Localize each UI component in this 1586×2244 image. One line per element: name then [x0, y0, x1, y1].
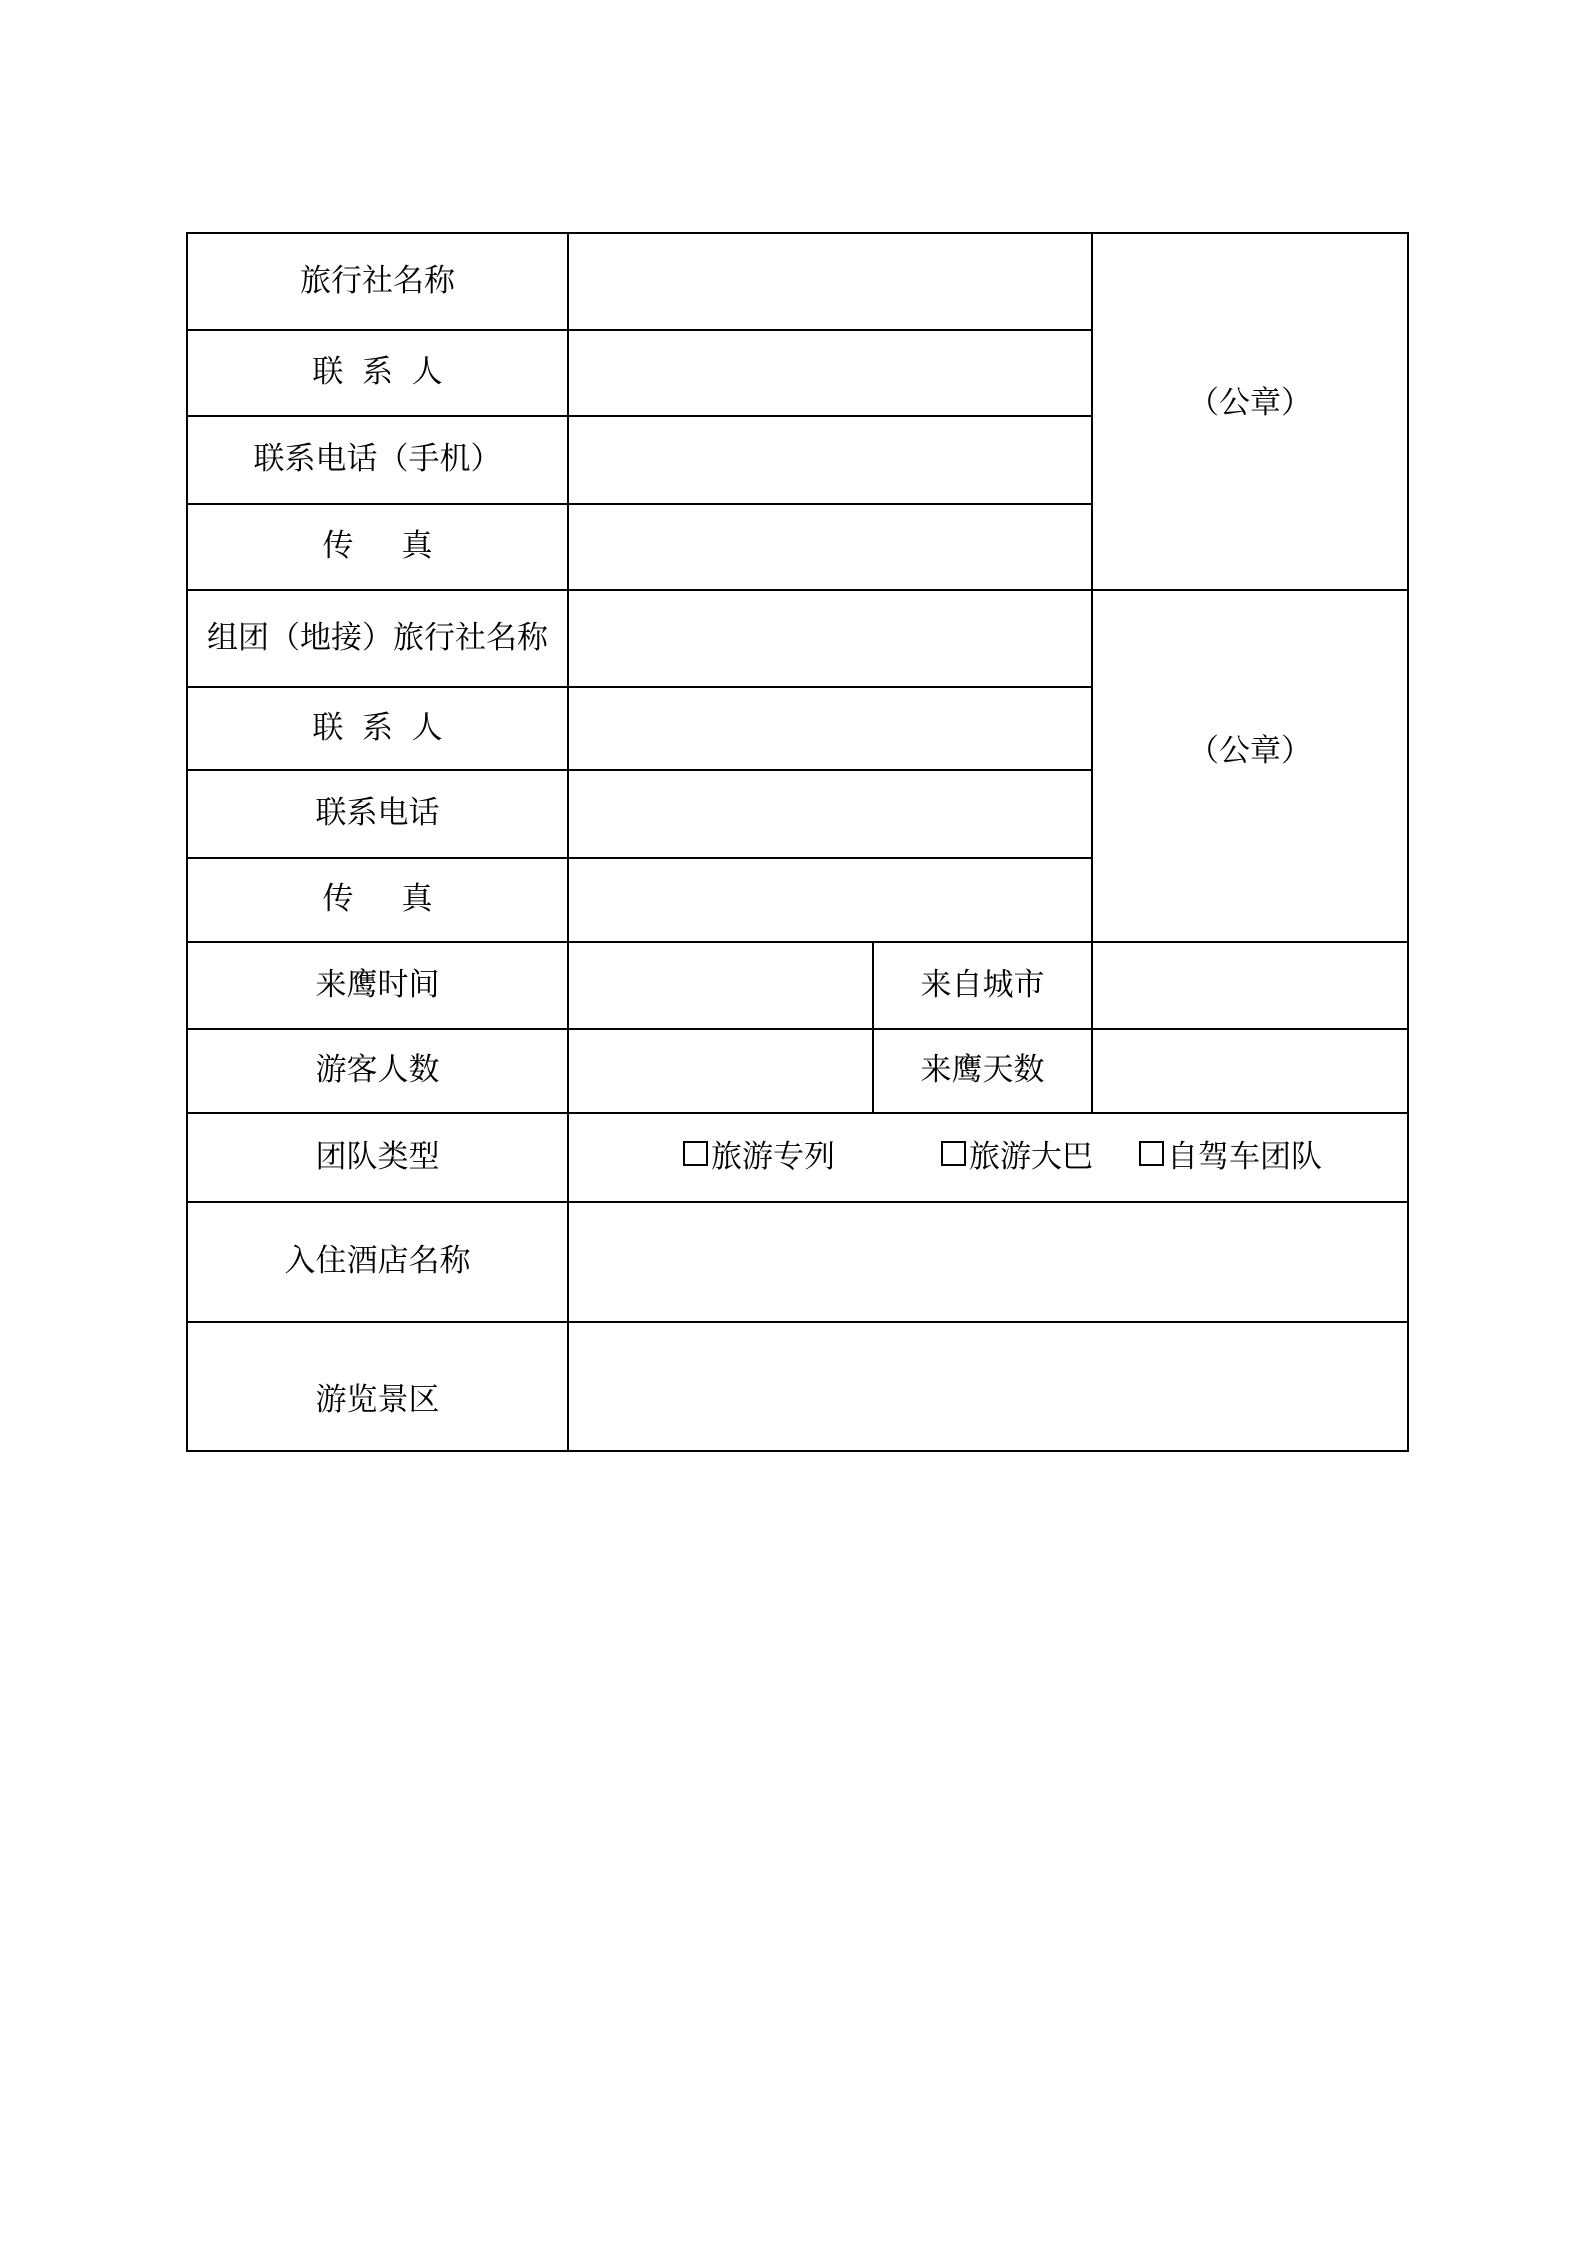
agency-name-label: 旅行社名称: [187, 233, 568, 330]
group-contact-field[interactable]: [568, 687, 1092, 770]
checkbox-icon[interactable]: [941, 1141, 966, 1166]
group-fax-field[interactable]: [568, 858, 1092, 942]
group-type-options: [568, 1113, 1408, 1202]
group-fax-label: 传真: [187, 858, 568, 942]
group-type-option-self-drive[interactable]: 自驾车团队: [1139, 1139, 1322, 1176]
registration-form-table: [186, 232, 1409, 1452]
scenic-field[interactable]: [568, 1322, 1408, 1451]
group-agency-seal-area: （公章）: [1092, 590, 1408, 942]
group-contact-label: 联系人: [187, 687, 568, 770]
group-type-option-train[interactable]: 旅游专列: [683, 1139, 835, 1176]
contact-label: 联系人: [187, 330, 568, 416]
visitor-count-label: 游客人数: [187, 1029, 568, 1113]
phone-field[interactable]: [568, 416, 1092, 504]
agency-seal-area: （公章）: [1092, 233, 1408, 590]
contact-field[interactable]: [568, 330, 1092, 416]
hotel-label: 入住酒店名称: [187, 1202, 568, 1322]
group-type-label: 团队类型: [187, 1113, 568, 1202]
visitor-count-field[interactable]: [568, 1029, 873, 1113]
group-type-option-bus[interactable]: 旅游大巴: [941, 1139, 1093, 1176]
fax-label: 传真: [187, 504, 568, 590]
arrival-time-label: 来鹰时间: [187, 942, 568, 1029]
phone-label: 联系电话（手机）: [187, 416, 568, 504]
arrival-time-field[interactable]: [568, 942, 873, 1029]
checkbox-icon[interactable]: [683, 1141, 708, 1166]
stay-days-label: 来鹰天数: [873, 1029, 1092, 1113]
fax-field[interactable]: [568, 504, 1092, 590]
from-city-field[interactable]: [1092, 942, 1408, 1029]
from-city-label: 来自城市: [873, 942, 1092, 1029]
group-phone-label: 联系电话: [187, 770, 568, 858]
agency-name-field[interactable]: [568, 233, 1092, 330]
scenic-label: 游览景区: [187, 1322, 568, 1451]
group-phone-field[interactable]: [568, 770, 1092, 858]
hotel-field[interactable]: [568, 1202, 1408, 1322]
checkbox-icon[interactable]: [1139, 1141, 1164, 1166]
group-agency-name-label: 组团（地接）旅行社名称: [187, 590, 568, 687]
group-agency-name-field[interactable]: [568, 590, 1092, 687]
stay-days-field[interactable]: [1092, 1029, 1408, 1113]
